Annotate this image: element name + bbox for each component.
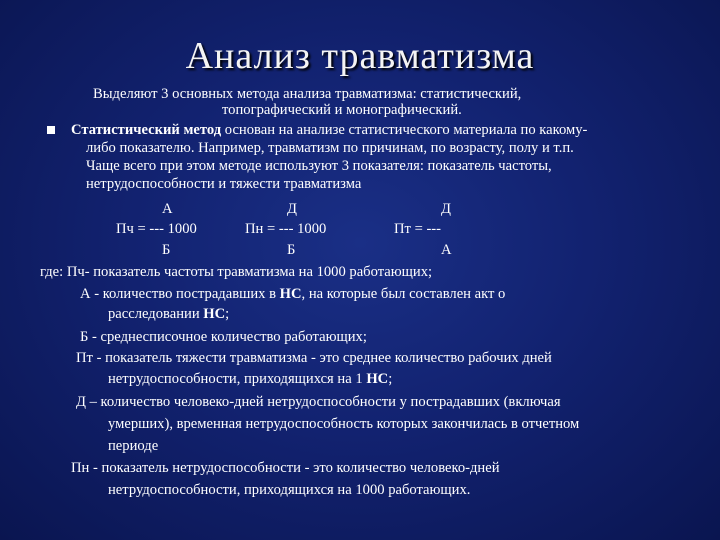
def-pt-line-2-abbr: НС	[366, 371, 389, 387]
def-pch: где: Пч- показатель частоты травматизма на 1000 работающих;	[40, 264, 433, 280]
formula-1: Пч = --- 1000	[116, 221, 197, 237]
intro-line-2: топографический и монографический.	[222, 102, 462, 118]
stat-method-line-3: Чаще всего при этом методе используют 3 показателя: показатель частоты,	[86, 158, 552, 174]
def-pt-line-2-post: ;	[388, 371, 393, 387]
formula-3-numerator: Д	[441, 201, 451, 217]
stat-method-line-1	[71, 122, 587, 139]
def-a-line-1	[80, 286, 505, 303]
formula-2-numerator: Д	[287, 201, 297, 217]
formula-1-numerator: А	[162, 201, 173, 217]
def-d-line-1: Д – количество человеко-дней нетрудоспособности у пострадавших (включая	[76, 394, 561, 410]
formula-2: Пн = --- 1000	[245, 221, 327, 237]
stat-method-line-2: либо показателю. Например, травматизм по причинам, по возрасту, полу и т.п.	[86, 140, 574, 156]
def-a-line-2	[108, 306, 229, 323]
def-b: Б - среднесписочное количество работающих;	[80, 329, 367, 345]
def-a-line-1-pre: А - количество пострадавших в	[80, 286, 280, 302]
def-pn-line-1: Пн - показатель нетрудоспособности - это количество человеко-дней	[71, 460, 500, 476]
def-a-line-1-post: , на которые был составлен акт о	[301, 286, 506, 302]
def-a-line-2-pre: расследовании	[108, 306, 204, 322]
intro-line-1: Выделяют 3 основных метода анализа травматизма: статистический,	[93, 86, 522, 102]
def-d-line-2: умерших), временная нетрудоспособность которых закончилась в отчетном	[108, 416, 580, 432]
stat-method-line-1-rest: основан на анализе статистического материала по какому-	[221, 122, 588, 138]
formula-1-denominator: Б	[162, 242, 171, 258]
stat-method-term: Статистический метод	[71, 122, 222, 138]
slide-title: Анализ травматизма	[185, 35, 535, 77]
formula-2-denominator: Б	[287, 242, 296, 258]
formula-3-denominator: А	[441, 242, 452, 258]
def-pt-line-1: Пт - показатель тяжести травматизма - это среднее количество рабочих дней	[76, 350, 552, 366]
formula-3: Пт = ---	[394, 221, 442, 237]
def-pn-line-2: нетрудоспособности, приходящихся на 1000 работающих.	[108, 482, 471, 498]
def-pt-line-2	[108, 371, 392, 388]
stat-method-line-4: нетрудоспособности и тяжести травматизма	[86, 176, 362, 192]
def-a-line-2-abbr: НС	[203, 306, 226, 322]
def-a-line-1-abbr: НС	[279, 286, 302, 302]
def-pt-line-2-pre: нетрудоспособности, приходящихся на 1	[108, 371, 367, 387]
bullet-square-icon	[47, 126, 55, 134]
def-d-line-3: периоде	[108, 438, 159, 454]
def-a-line-2-post: ;	[225, 306, 230, 322]
